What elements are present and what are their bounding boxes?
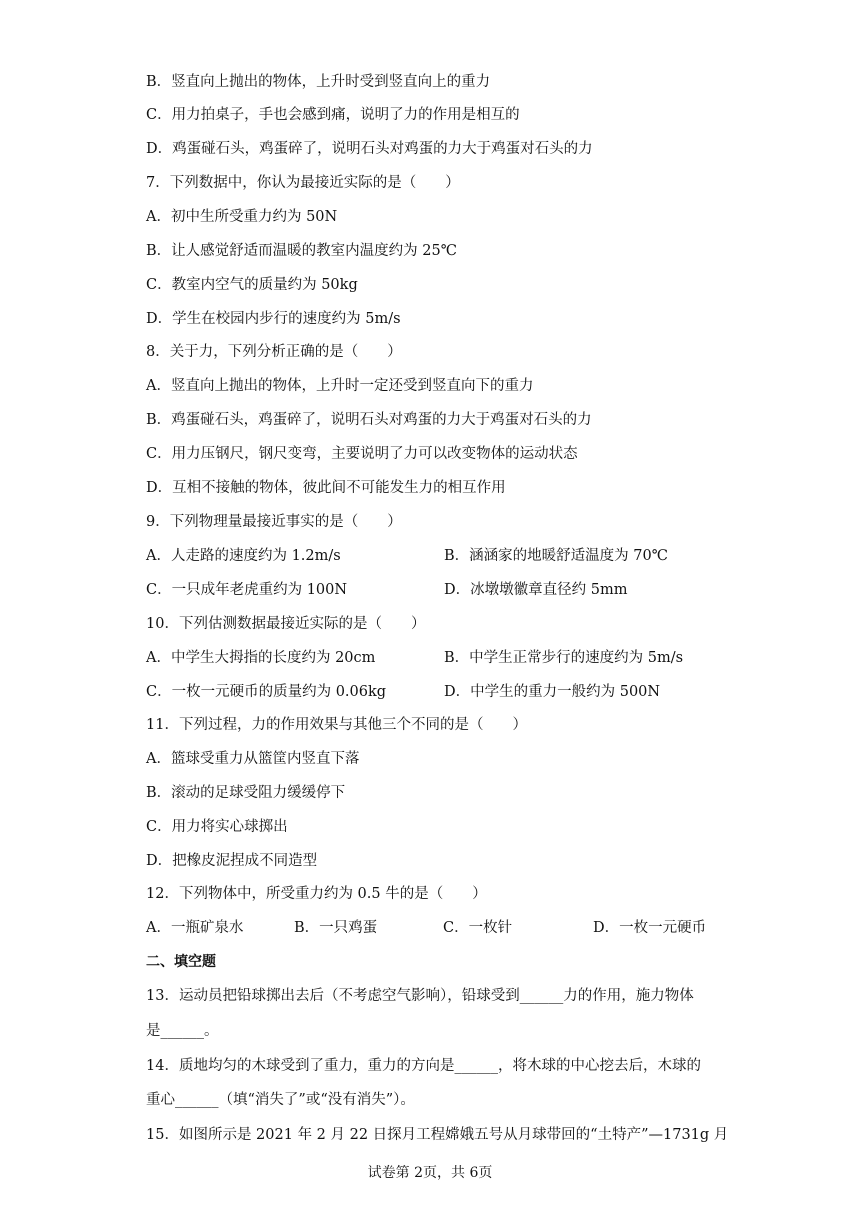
q12-option-d: D．一枚一元硬币 xyxy=(593,920,707,936)
q6-option-b: B．竖直向上抛出的物体，上升时受到竖直向上的重力 xyxy=(146,74,491,90)
q9-option-b: B．涵涵家的地暖舒适温度为 70℃ xyxy=(444,548,668,564)
q10-option-c: C．一枚一元硬币的质量约为 0.06kg xyxy=(146,684,387,700)
q11-option-b: B．滚动的足球受阻力缓缓停下 xyxy=(146,785,346,801)
section-heading-fill-blank: 二、填空题 xyxy=(146,954,216,970)
q11-option-d: D．把橡皮泥捏成不同造型 xyxy=(146,853,318,869)
q6-option-d: D．鸡蛋碰石头，鸡蛋碎了，说明石头对鸡蛋的力大于鸡蛋对石头的力 xyxy=(146,141,593,157)
q10-stem: 10．下列估测数据最接近实际的是（ ） xyxy=(146,616,426,632)
q8-option-c: C．用力压钢尺，钢尺变弯，主要说明了力可以改变物体的运动状态 xyxy=(146,446,578,462)
q11-stem: 11．下列过程，力的作用效果与其他三个不同的是（ ） xyxy=(146,717,527,733)
q12-stem: 12．下列物体中，所受重力约为 0.5 牛的是（ ） xyxy=(146,886,487,902)
q15-line1: 15．如图所示是 2021 年 2 月 22 日探月工程嫦娥五号从月球带回的“土特产”—1731g 月 xyxy=(146,1127,729,1143)
q12-option-c: C．一枚针 xyxy=(443,920,513,936)
q7-option-d: D．学生在校园内步行的速度约为 5m/s xyxy=(146,311,401,327)
q7-stem: 7．下列数据中，你认为最接近实际的是（ ） xyxy=(146,175,460,191)
q8-stem: 8．关于力，下列分析正确的是（ ） xyxy=(146,344,402,360)
q14-line2: 重心______（填“消失了”或“没有消失”）。 xyxy=(146,1092,415,1108)
q11-option-c: C．用力将实心球掷出 xyxy=(146,819,288,835)
q10-option-b: B．中学生正常步行的速度约为 5m/s xyxy=(444,650,684,666)
q10-option-d: D．中学生的重力一般约为 500N xyxy=(444,684,661,700)
q11-option-a: A．篮球受重力从篮筐内竖直下落 xyxy=(146,751,360,767)
q10-option-a: A．中学生大拇指的长度约为 20cm xyxy=(146,650,376,666)
q12-option-b: B．一只鸡蛋 xyxy=(294,920,378,936)
q8-option-b: B．鸡蛋碰石头，鸡蛋碎了，说明石头对鸡蛋的力大于鸡蛋对石头的力 xyxy=(146,412,592,428)
q9-option-c: C．一只成年老虎重约为 100N xyxy=(146,582,348,598)
q7-option-b: B．让人感觉舒适而温暖的教室内温度约为 25℃ xyxy=(146,243,457,259)
q13-line1: 13．运动员把铅球掷出去后（不考虑空气影响），铅球受到______力的作用，施力物体 xyxy=(146,988,694,1004)
q9-stem: 9．下列物理量最接近事实的是（ ） xyxy=(146,514,402,530)
q7-option-a: A．初中生所受重力约为 50N xyxy=(146,209,338,225)
q12-option-a: A．一瓶矿泉水 xyxy=(146,920,244,936)
q9-option-a: A．人走路的速度约为 1.2m/s xyxy=(146,548,341,564)
page-footer: 试卷第 2页，共 6页 xyxy=(367,1165,493,1181)
q6-option-c: C．用力拍桌子，手也会感到痛，说明了力的作用是相互的 xyxy=(146,107,520,123)
q8-option-d: D．互相不接触的物体，彼此间不可能发生力的相互作用 xyxy=(146,480,506,496)
q7-option-c: C．教室内空气的质量约为 50kg xyxy=(146,277,358,293)
q8-option-a: A．竖直向上抛出的物体，上升时一定还受到竖直向下的重力 xyxy=(146,378,534,394)
q13-line2: 是______。 xyxy=(146,1023,219,1039)
q9-option-d: D．冰墩墩徽章直径约 5mm xyxy=(444,582,628,598)
q14-line1: 14．质地均匀的木球受到了重力，重力的方向是______，将木球的中心挖去后，木球的 xyxy=(146,1058,701,1074)
